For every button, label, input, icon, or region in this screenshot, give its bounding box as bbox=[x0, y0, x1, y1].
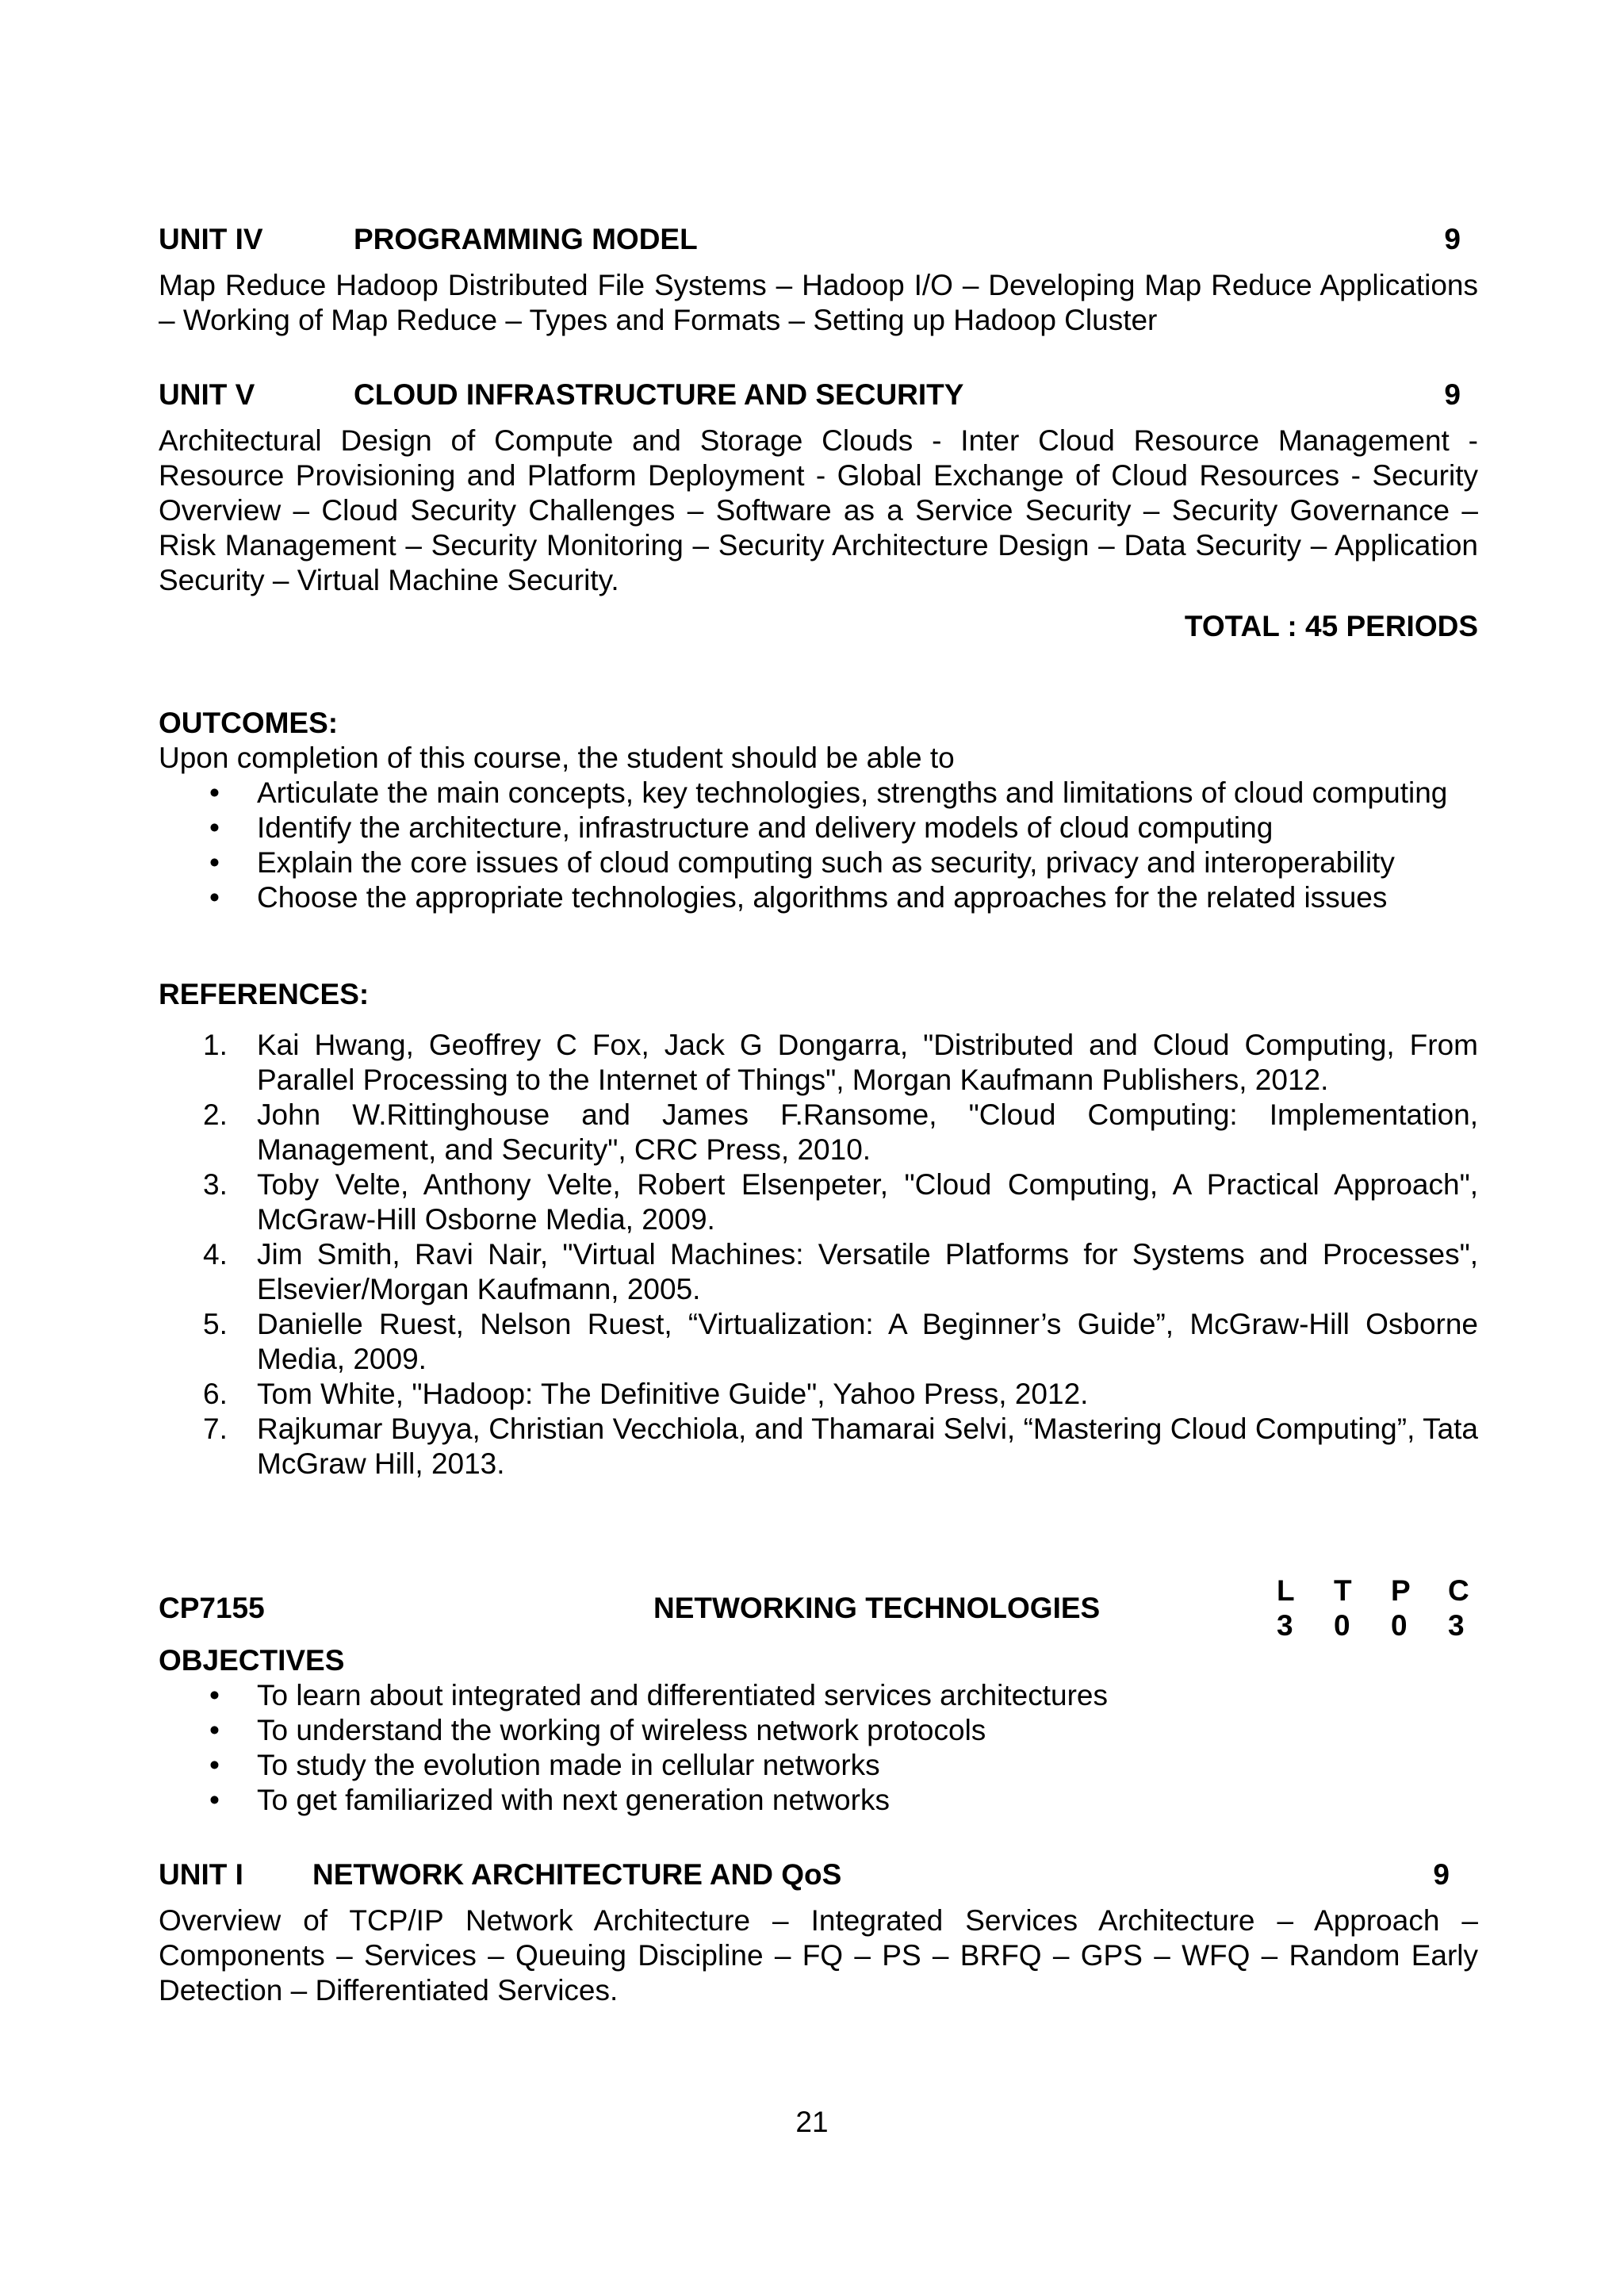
references-title: REFERENCES: bbox=[159, 978, 370, 1010]
reference-text: Rajkumar Buyya, Christian Vecchiola, and Thamarai Selvi, “Mastering Cloud Computing”, Tata McGraw Hill, 2013. bbox=[257, 1412, 1478, 1480]
list-item bbox=[159, 1412, 1478, 1481]
list-item bbox=[159, 811, 1478, 845]
unit-4-label: UNIT IV bbox=[159, 223, 263, 255]
objective-text: To get familiarized with next generation networks bbox=[257, 1784, 890, 1816]
course-code: CP7155 bbox=[159, 1592, 265, 1624]
unit-1-hours: 9 bbox=[1433, 1858, 1450, 1891]
reference-number: 2. bbox=[203, 1098, 228, 1131]
unit-5-title: CLOUD INFRASTRUCTURE AND SECURITY bbox=[354, 378, 964, 411]
ltpc-value-l: 3 bbox=[1277, 1609, 1293, 1642]
list-item bbox=[159, 1748, 1478, 1783]
unit-1-title: NETWORK ARCHITECTURE AND QoS bbox=[312, 1858, 842, 1891]
objective-text: To learn about integrated and differentiated services architectures bbox=[257, 1679, 1108, 1711]
outcome-text: Choose the appropriate technologies, algorithms and approaches for the related issues bbox=[257, 881, 1388, 914]
reference-number: 7. bbox=[203, 1412, 228, 1445]
unit-4-heading bbox=[159, 222, 1478, 257]
list-item bbox=[159, 1167, 1478, 1237]
ltpc-header-l: L bbox=[1277, 1574, 1295, 1607]
list-item bbox=[159, 776, 1478, 811]
objectives-title: OBJECTIVES bbox=[159, 1644, 345, 1677]
objective-text: To study the evolution made in cellular networks bbox=[257, 1749, 880, 1781]
list-item bbox=[159, 1377, 1478, 1412]
list-item bbox=[159, 880, 1478, 915]
bullet-icon: • bbox=[209, 811, 220, 844]
bullet-icon: • bbox=[209, 1784, 220, 1816]
list-item bbox=[159, 1098, 1478, 1167]
bullet-icon: • bbox=[209, 776, 220, 809]
outcomes-intro: Upon completion of this course, the student should be able to bbox=[159, 742, 955, 774]
unit-1-label: UNIT I bbox=[159, 1858, 243, 1891]
list-item bbox=[159, 1783, 1478, 1818]
bullet-icon: • bbox=[209, 1679, 220, 1711]
objective-text: To understand the working of wireless network protocols bbox=[257, 1714, 986, 1746]
page-number: 21 bbox=[795, 2106, 829, 2138]
list-item bbox=[159, 1713, 1478, 1748]
reference-number: 1. bbox=[203, 1029, 228, 1061]
ltpc-value-c: 3 bbox=[1448, 1609, 1465, 1642]
reference-text: Kai Hwang, Geoffrey C Fox, Jack G Dongarra, "Distributed and Cloud Computing, From Parallel Processing to the Internet of Things", Morgan Kaufmann Publishers, 2012. bbox=[257, 1029, 1478, 1096]
ltpc-value-t: 0 bbox=[1334, 1609, 1350, 1642]
bullet-icon: • bbox=[209, 1749, 220, 1781]
reference-text: Toby Velte, Anthony Velte, Robert Elsenpeter, "Cloud Computing, A Practical Approach", McGraw-Hill Osborne Media, 2009. bbox=[257, 1168, 1478, 1236]
reference-text: John W.Rittinghouse and James F.Ransome, "Cloud Computing: Implementation, Management, and Security", CRC Press, 2010. bbox=[257, 1098, 1478, 1166]
unit-5-hours: 9 bbox=[1444, 378, 1461, 411]
objectives-list bbox=[159, 1678, 1478, 1818]
list-item bbox=[159, 1678, 1478, 1713]
unit-4-content: Map Reduce Hadoop Distributed File Systems – Hadoop I/O – Developing Map Reduce Applications – Working of Map Reduce – Types and Formats – Setting up Hadoop Cluster bbox=[159, 269, 1478, 336]
reference-text: Tom White, "Hadoop: The Definitive Guide", Yahoo Press, 2012. bbox=[257, 1378, 1089, 1410]
reference-number: 5. bbox=[203, 1308, 228, 1340]
course-title: NETWORKING TECHNOLOGIES bbox=[653, 1592, 1101, 1624]
bullet-icon: • bbox=[209, 1714, 220, 1746]
list-item bbox=[159, 1028, 1478, 1098]
reference-number: 3. bbox=[203, 1168, 228, 1201]
bullet-icon: • bbox=[209, 846, 220, 879]
outcomes-title: OUTCOMES: bbox=[159, 707, 339, 739]
reference-number: 6. bbox=[203, 1378, 228, 1410]
unit-5-content: Architectural Design of Compute and Storage Clouds - Inter Cloud Resource Management - Resource Provisioning and Platform Deployment - Global Exchange of Cloud Resources - Security Overview – Cloud Security Challenges – Software as a Service Security – Security Governance – Risk Management – Security Monitoring – Security Architecture Design – Data Security – Application Security – Virtual Machine Security. bbox=[159, 424, 1478, 596]
unit-1-heading bbox=[159, 1857, 1478, 1892]
reference-text: Jim Smith, Ravi Nair, "Virtual Machines: Versatile Platforms for Systems and Processes", Elsevier/Morgan Kaufmann, 2005. bbox=[257, 1238, 1478, 1305]
reference-number: 4. bbox=[203, 1238, 228, 1271]
ltpc-header-c: C bbox=[1448, 1574, 1469, 1607]
ltpc-table bbox=[1277, 1573, 1505, 1643]
outcome-text: Explain the core issues of cloud computing such as security, privacy and interoperability bbox=[257, 846, 1395, 879]
bullet-icon: • bbox=[209, 881, 220, 914]
ltpc-header-p: P bbox=[1391, 1574, 1411, 1607]
total-periods: TOTAL : 45 PERIODS bbox=[1184, 610, 1478, 642]
list-item bbox=[159, 845, 1478, 880]
unit-5-label: UNIT V bbox=[159, 378, 255, 411]
list-item bbox=[159, 1307, 1478, 1377]
ltpc-value-p: 0 bbox=[1391, 1609, 1408, 1642]
list-item bbox=[159, 1237, 1478, 1307]
ltpc-header-t: T bbox=[1334, 1574, 1352, 1607]
references-list bbox=[159, 1028, 1478, 1481]
outcomes-list bbox=[159, 776, 1478, 915]
syllabus-page bbox=[159, 222, 1478, 2008]
course-header bbox=[159, 1573, 1478, 1643]
unit-5-heading bbox=[159, 378, 1478, 412]
unit-4-title: PROGRAMMING MODEL bbox=[354, 223, 698, 255]
outcome-text: Identify the architecture, infrastructure and delivery models of cloud computing bbox=[257, 811, 1274, 844]
unit-4-hours: 9 bbox=[1444, 223, 1461, 255]
reference-text: Danielle Ruest, Nelson Ruest, “Virtualization: A Beginner’s Guide”, McGraw-Hill Osborne Media, 2009. bbox=[257, 1308, 1478, 1375]
outcome-text: Articulate the main concepts, key technologies, strengths and limitations of cloud computing bbox=[257, 776, 1448, 809]
unit-1-content: Overview of TCP/IP Network Architecture – Integrated Services Architecture – Approach – Components – Services – Queuing Discipline – FQ – PS – BRFQ – GPS – WFQ – Random Early Detection – Differentiated Services. bbox=[159, 1904, 1478, 2007]
